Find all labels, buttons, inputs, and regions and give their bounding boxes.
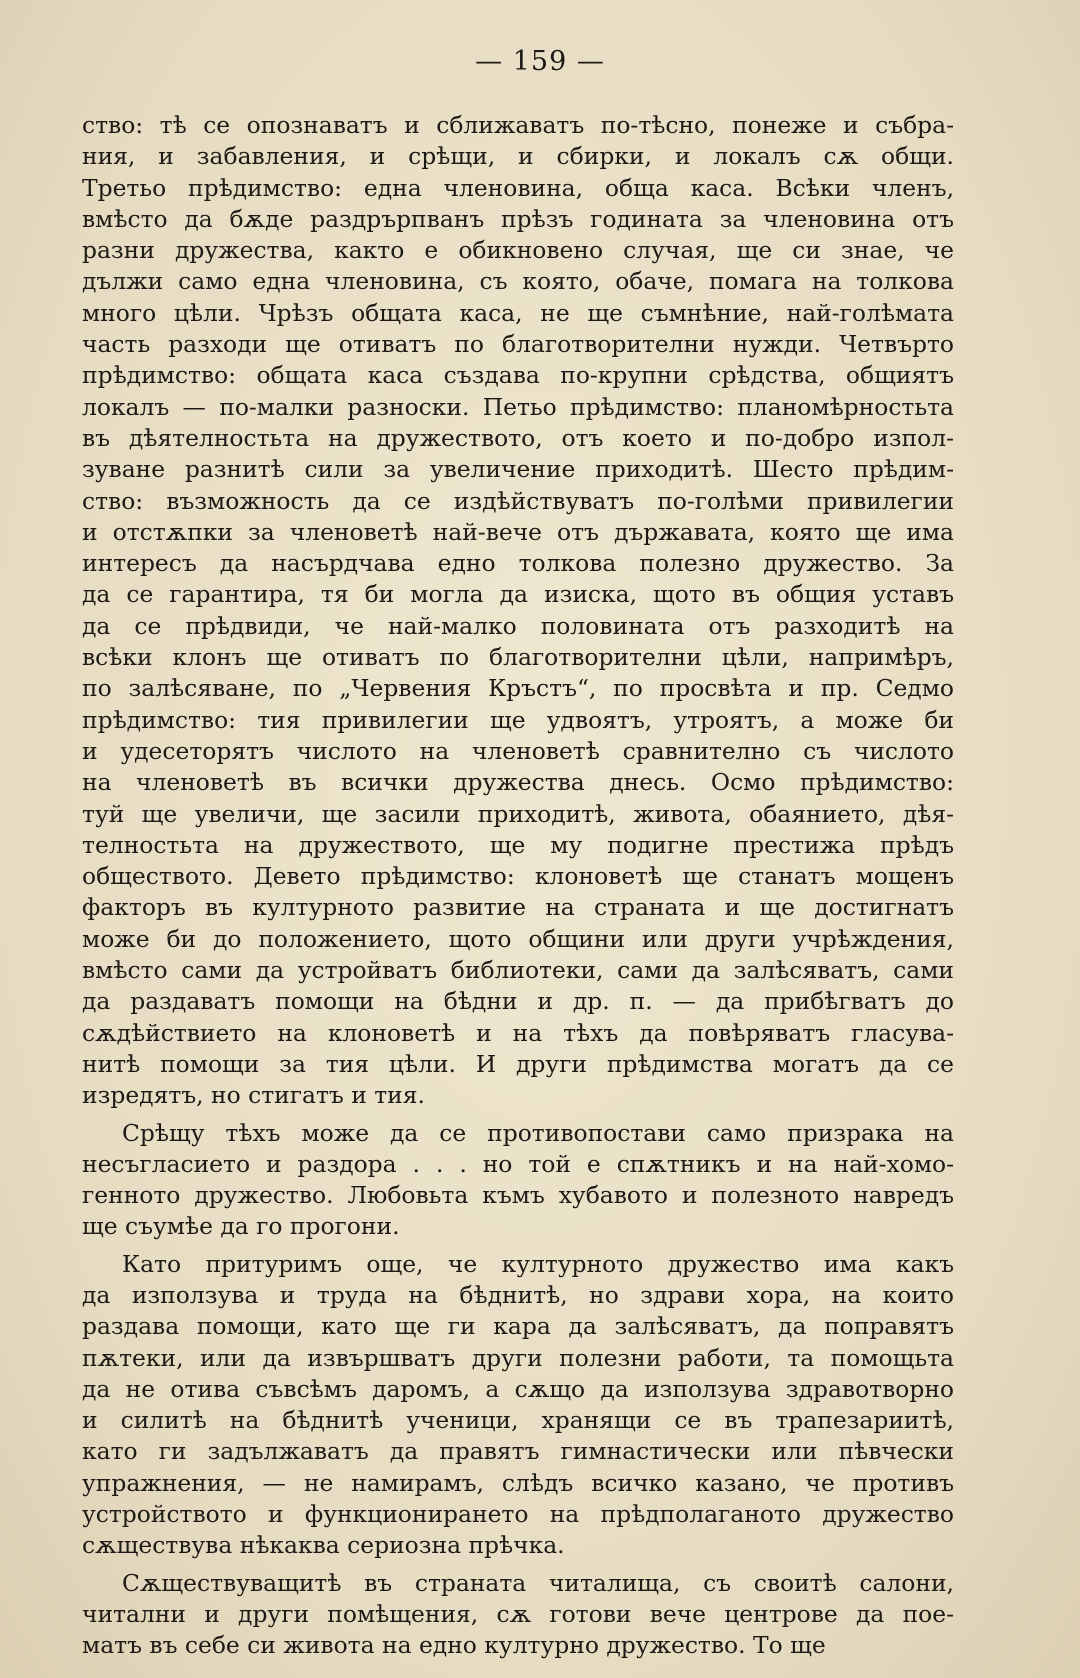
text-line: несъгласието и раздора . . . но той е спѫтникъ и на най-хомо- [82, 1149, 954, 1178]
paragraph [82, 1118, 954, 1243]
text-line: въ дѣятелностьта на дружеството, отъ което и по-добро изпол- [82, 423, 954, 452]
text-line: локалъ — по-малки разноски. Петьо прѣдимство: планомѣрностьта [82, 392, 954, 421]
text-line: вмѣсто сами да устройватъ библиотеки, сами да залѣсяватъ, сами [82, 956, 954, 985]
text-line: на членоветѣ въ всички дружества днесь. Осмо прѣдимство: [82, 768, 954, 797]
text-line: по залѣсяване, по „Червения Кръстъ“, по просвѣта и пр. Седмо [82, 674, 954, 703]
text-line: матъ въ себе си живота на едно културно дружество. То ще [82, 1631, 826, 1660]
text-line: и удесеторятъ числото на членоветѣ сравнително съ числото [82, 736, 954, 765]
text-line: телностьта на дружеството, ще му подигне престижа прѣдъ [82, 830, 954, 859]
paragraph [82, 110, 954, 1112]
text-line: читални и други помѣщения, сѫ готови вече центрове да пое- [82, 1599, 954, 1628]
text-line: да използува и труда на бѣднитѣ, но здрави хора, на които [82, 1280, 954, 1309]
text-line: пѫтеки, или да извършватъ други полезни работи, та помощьта [82, 1343, 954, 1372]
text-line: нитѣ помощи за тия цѣли. И други прѣдимства могатъ да се [82, 1049, 954, 1078]
text-line: ство: възможность да се издѣйствуватъ по-голѣми привилегии [82, 486, 954, 515]
text-line: да не отива съвсѣмъ даромъ, а сѫщо да използува здравотворно [82, 1374, 954, 1403]
text-line: интересъ да насърдчава едно толкова полезно дружество. За [82, 549, 954, 578]
text-line: изредятъ, но стигатъ и тия. [82, 1081, 425, 1110]
text-line: устройството и функционирането на прѣдполаганото дружество [82, 1500, 954, 1529]
text-line: да се гарантира, тя би могла да изиска, щото въ общия уставъ [82, 580, 954, 609]
text-line: прѣдимство: тия привилегии ще удвоятъ, утроятъ, а може би [82, 705, 954, 734]
text-line: Срѣщу тѣхъ може да се противопостави само призрака на [122, 1118, 954, 1147]
text-line: може би до положението, щото общини или други учрѣждения, [82, 924, 954, 953]
text-line: и отстѫпки за членоветѣ най-вече отъ държавата, която ще има [82, 517, 954, 546]
text-line: разни дружества, както е обикновено случая, ще си знае, че [82, 236, 954, 265]
text-line: обществото. Девето прѣдимство: клоноветѣ ще станатъ мощенъ [82, 862, 954, 891]
text-line: Сѫществуващитѣ въ страната читалища, съ своитѣ салони, [122, 1568, 954, 1597]
text-line: часть разходи ще отиватъ по благотворителни нужди. Четвърто [82, 330, 954, 359]
page-number: — 159 — [475, 46, 605, 77]
text-line: генното дружество. Любовьта къмъ хубавото и полезното навредъ [82, 1181, 954, 1210]
text-line: като ги задължаватъ да правятъ гимнастически или пѣвчески [82, 1437, 954, 1466]
text-line: сѫдѣйствието на клоноветѣ и на тѣхъ да повѣряватъ гласува- [82, 1018, 954, 1047]
text-line: да се прѣдвиди, че най-малко половината отъ разходитѣ на [82, 611, 954, 640]
body-text [82, 110, 954, 1662]
text-line: всѣки клонъ ще отиватъ по благотворителни цѣли, напримѣръ, [82, 643, 954, 672]
text-line: ще съумѣе да го прогони. [82, 1212, 400, 1241]
text-line: Като притуримъ още, че културното дружество има какъ [122, 1249, 954, 1278]
text-line: и силитѣ на бѣднитѣ ученици, хранящи се въ трапезариитѣ, [82, 1406, 954, 1435]
text-line: зуване разнитѣ сили за увеличение приходитѣ. Шесто прѣдим- [82, 455, 954, 484]
paragraph [82, 1568, 954, 1662]
text-line: факторъ въ културното развитие на страната и ще достигнатъ [82, 893, 954, 922]
text-line: да раздаватъ помощи на бѣдни и др. п. — да прибѣгватъ до [82, 987, 954, 1016]
text-line: ния, и забавления, и срѣщи, и сбирки, и локалъ сѫ общи. [82, 142, 954, 171]
text-line: много цѣли. Чрѣзъ общата каса, не ще съмнѣние, най-голѣмата [82, 298, 954, 327]
text-line: раздава помощи, като ще ги кара да залѣсяватъ, да поправятъ [82, 1312, 954, 1341]
paragraph [82, 1249, 954, 1562]
text-line: Третьо прѣдимство: една членовина, обща каса. Всѣки членъ, [82, 173, 954, 202]
text-line: ство: тѣ се опознаватъ и сближаватъ по-тѣсно, понеже и събра- [82, 111, 954, 139]
text-line: вмѣсто да бѫде раздрърпванъ прѣзъ годината за членовина отъ [82, 204, 954, 233]
text-line: упражнения, — не намирамъ, слѣдъ всичко казано, че противъ [82, 1468, 954, 1497]
text-line: дължи само една членовина, съ която, обаче, помага на толкова [82, 267, 954, 296]
text-line: туй ще увеличи, ще засили приходитѣ, живота, обаянието, дѣя- [82, 799, 954, 828]
text-line: сѫществува нѣкаква сериозна прѣчка. [82, 1531, 565, 1560]
text-line: прѣдимство: общата каса създава по-крупни срѣдства, общиятъ [82, 361, 954, 390]
